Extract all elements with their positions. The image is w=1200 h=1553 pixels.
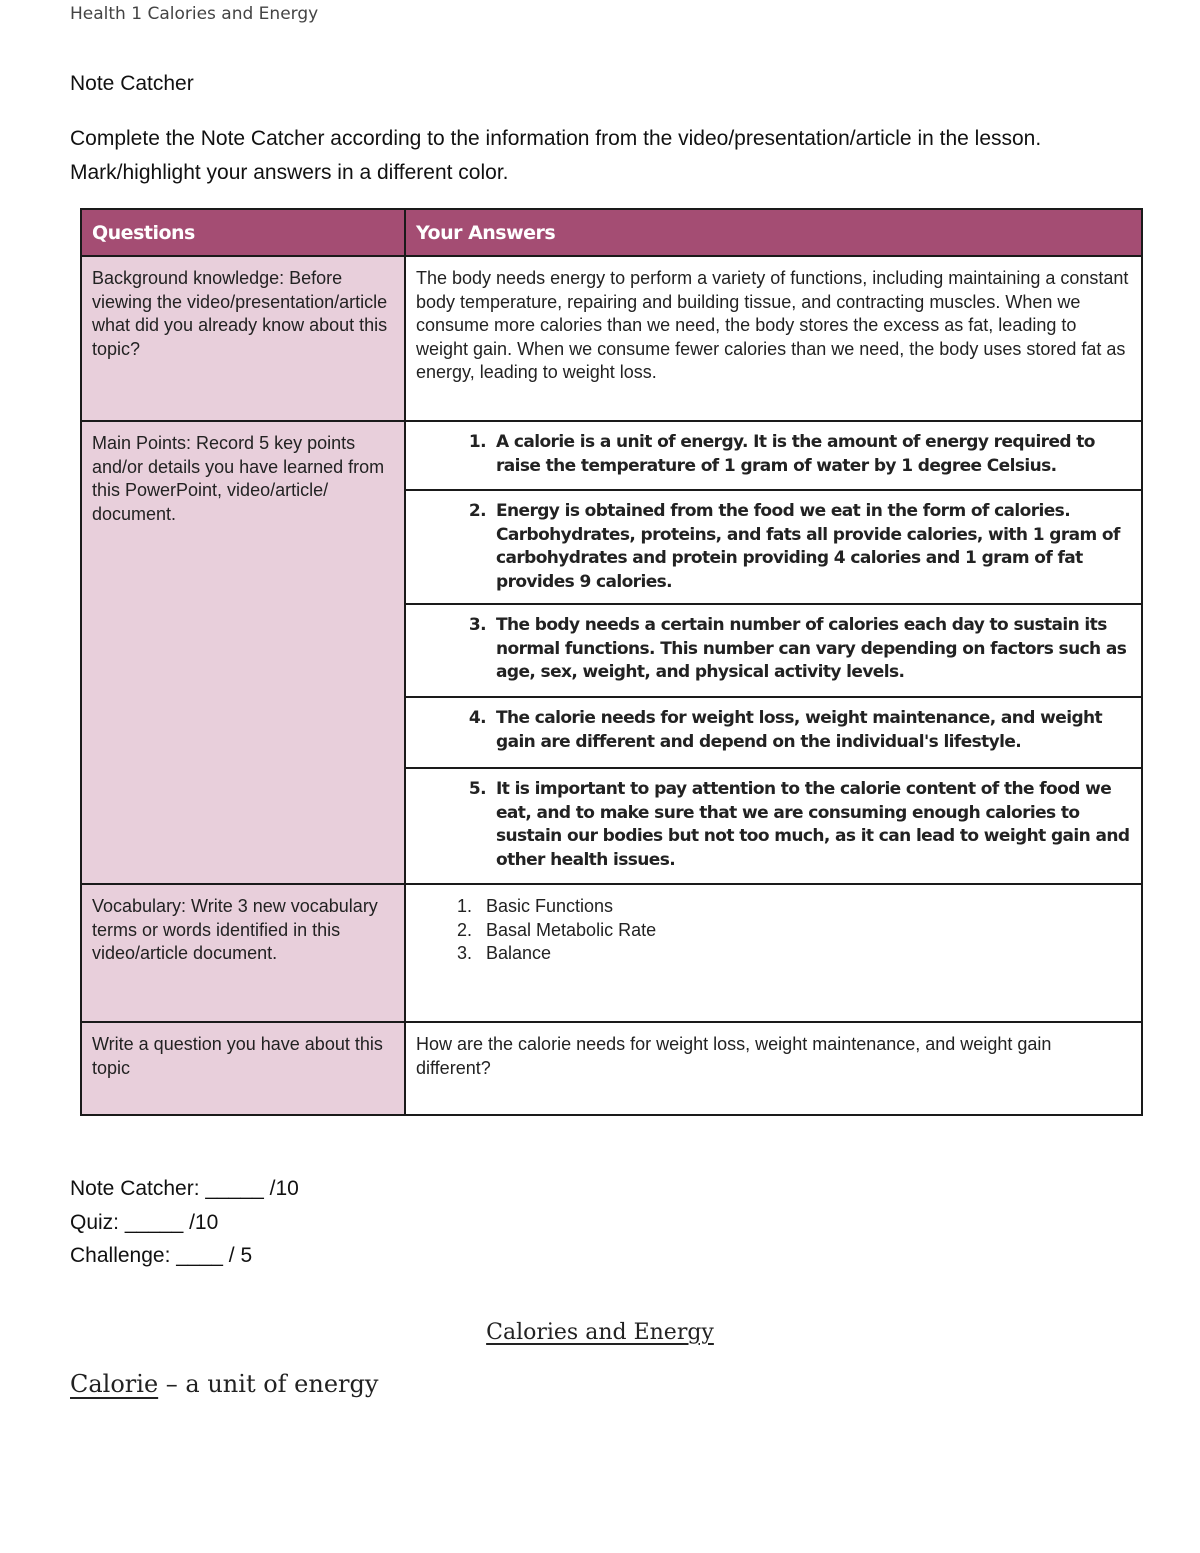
- score-block: [70, 1172, 299, 1273]
- instructions-text: Complete the Note Catcher according to the information from the video/presentation/article in the lesson. Mark/highlight your answers in a different color.: [70, 127, 1042, 184]
- column-header-questions: Questions: [81, 209, 405, 256]
- main-points-question: Main Points: Record 5 key points and/or details you have learned from this PowerPoint, video/article/ document.: [81, 421, 405, 884]
- challenge-score: Challenge: ____ / 5: [70, 1244, 253, 1267]
- calorie-term: Calorie: [70, 1370, 159, 1398]
- main-point-text: A calorie is a unit of energy. It is the amount of energy required to raise the temperature of 1 gram of water by 1 degree Celsius.: [496, 432, 1095, 476]
- background-answer: The body needs energy to perform a variety of functions, including maintaining a constant body temperature, repairing and building tissue, and contracting muscles. When we consume more calories than we need, the body stores the excess as fat, leading to weight gain. When we consume fewer calories than we need, the body uses stored fat as energy, leading to weight loss.: [405, 256, 1142, 421]
- main-point-1: [405, 421, 1142, 490]
- note-catcher-score: Note Catcher: _____ /10: [70, 1177, 299, 1200]
- vocab-term: Basal Metabolic Rate: [486, 919, 657, 940]
- main-point-text: The calorie needs for weight loss, weight maintenance, and weight gain are different and depend on the individual's lifestyle.: [496, 708, 1103, 752]
- main-point-number: 5.: [468, 779, 486, 799]
- table-row-main-point-1: [81, 421, 1142, 490]
- background-question: Background knowledge: Before viewing the video/presentation/article what did you already know about this topic?: [81, 256, 405, 421]
- calories-title-text: Calories and Energy: [486, 1320, 714, 1345]
- main-point-number: 3.: [468, 615, 486, 635]
- main-point-number: 1.: [468, 432, 486, 452]
- list-item: [416, 895, 1131, 919]
- page-header-title: Health 1 Calories and Energy: [70, 4, 319, 24]
- main-point-5: [405, 768, 1142, 884]
- main-point-number: 2.: [468, 501, 486, 521]
- main-point-number: 4.: [468, 708, 486, 728]
- list-item: [416, 942, 1131, 966]
- calorie-definition-text: – a unit of energy: [158, 1370, 379, 1398]
- calorie-definition: [70, 1370, 378, 1398]
- vocab-number: 3.: [456, 943, 472, 963]
- column-header-answers: Your Answers: [405, 209, 1142, 256]
- main-point-4: [405, 697, 1142, 768]
- main-point-text: Energy is obtained from the food we eat in the form of calories. Carbohydrates, proteins, and fats all provide calories, with 1 gram of carbohydrates and protein providing 4 calories and 1 gram of fat provides 9 calories.: [496, 501, 1120, 592]
- note-catcher-heading: Note Catcher: [70, 72, 194, 95]
- table-header-row: [81, 209, 1142, 256]
- main-point-text: It is important to pay attention to the calorie content of the food we eat, and to make sure that we are consuming enough calories to sustain our bodies but not too much, as it can lead to weight gain and other health issues.: [496, 779, 1130, 870]
- own-question-prompt: Write a question you have about this topic: [81, 1022, 405, 1115]
- quiz-score: Quiz: _____ /10: [70, 1210, 219, 1234]
- list-item: [416, 919, 1131, 943]
- main-point-2: [405, 490, 1142, 604]
- vocabulary-list: [416, 895, 1131, 966]
- table-row-question: [81, 1022, 1142, 1115]
- vocab-term: Basic Functions: [486, 896, 614, 916]
- own-question-answer: How are the calorie needs for weight loss, weight maintenance, and weight gain different?: [405, 1022, 1142, 1115]
- main-point-3: [405, 604, 1142, 697]
- calories-section-title: [0, 1320, 1200, 1345]
- vocabulary-question: Vocabulary: Write 3 new vocabulary terms or words identified in this video/article document.: [81, 884, 405, 1022]
- vocab-number: 2.: [456, 919, 472, 940]
- vocab-term: Balance: [486, 943, 552, 963]
- vocab-number: 1.: [456, 896, 472, 916]
- vocabulary-answer: [405, 884, 1142, 1022]
- table-row-background: [81, 256, 1142, 421]
- main-point-text: The body needs a certain number of calories each day to sustain its normal functions. This number can vary depending on factors such as age, sex, weight, and physical activity levels.: [496, 615, 1127, 682]
- table-row-vocabulary: [81, 884, 1142, 1022]
- note-catcher-table: [80, 208, 1143, 1116]
